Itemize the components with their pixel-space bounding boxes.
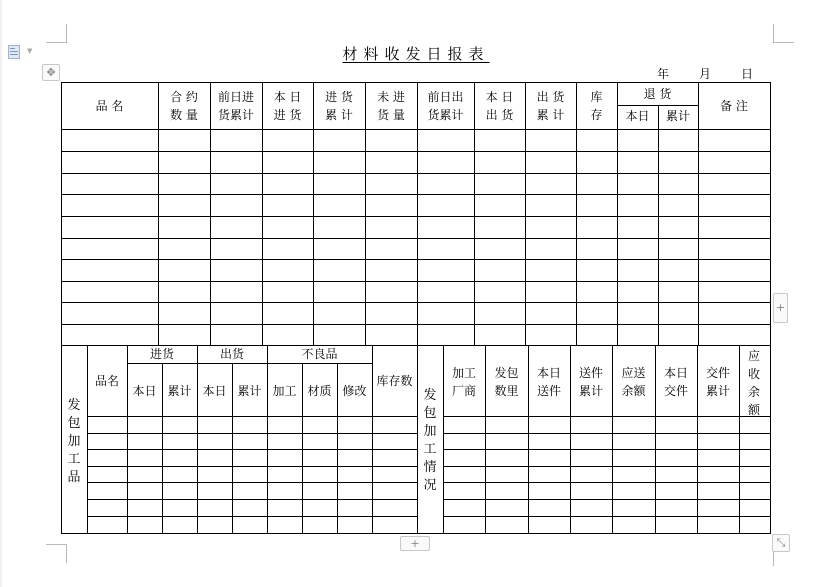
header-lower-out: 出货 (219, 347, 244, 361)
header-today-out-l1: 本 日 (485, 90, 514, 104)
header-not-in-l2: 货 量 (377, 108, 405, 122)
header-lower-in: 进货 (149, 347, 174, 361)
header-today-in-l2: 进 货 (273, 108, 302, 122)
header-remark: 备 注 (720, 99, 748, 113)
header-today-out-l2: 出 货 (485, 108, 514, 122)
chevron-down-icon[interactable]: ▼ (27, 47, 33, 55)
header-in-total-l1: 进 货 (325, 90, 353, 104)
header-contract-l1: 合 约 (170, 90, 198, 104)
header-receivable-balance: 应收余额 (747, 349, 760, 417)
header-lower-in-total: 累计 (167, 384, 192, 398)
header-prev-in-l2: 货累计 (217, 108, 254, 122)
header-today-in-l1: 本 日 (273, 90, 302, 104)
header-return: 退 货 (643, 87, 672, 101)
header-lower-name: 品名 (94, 374, 119, 388)
side-label-outsourced-products: 发包加工品 (67, 398, 81, 485)
add-column-button[interactable]: + (773, 293, 788, 323)
header-contract-l2: 数 量 (170, 108, 198, 122)
header-stock-l1: 库 (590, 90, 603, 104)
header-return-total: 累计 (665, 109, 690, 123)
header-vendor-l1: 加工 (451, 366, 476, 380)
header-prev-out-l2: 货累计 (427, 108, 464, 122)
header-stock-l2: 存 (590, 108, 603, 122)
header-today-sent-l2: 送件 (536, 384, 561, 398)
crop-mark-top-left (46, 24, 67, 43)
header-outsource-qty-l2: 数里 (494, 384, 519, 398)
header-vendor-l2: 厂商 (451, 384, 476, 398)
header-sent-total-l2: 累计 (578, 384, 603, 398)
date-day: 日 (741, 67, 754, 81)
header-prev-in-l1: 前日进 (217, 90, 254, 104)
move-icon: ✥ (46, 66, 56, 79)
header-lower-defect: 不良品 (301, 347, 338, 361)
header-lower-defect-material: 材质 (307, 384, 332, 398)
document-title: 材料收发日报表 (342, 45, 490, 63)
header-today-delivered-l2: 交件 (663, 384, 688, 398)
add-row-button[interactable]: + (400, 536, 430, 551)
header-return-today: 本日 (625, 109, 650, 123)
date-year: 年 (657, 67, 670, 81)
header-to-send-balance-l1: 应送 (621, 366, 646, 380)
header-delivered-total-l1: 交件 (705, 366, 730, 380)
header-to-send-balance-l2: 余额 (621, 384, 646, 398)
app-left-edge (0, 0, 2, 587)
header-today-delivered-l1: 本日 (663, 366, 688, 380)
header-lower-defect-modify: 修改 (342, 384, 367, 398)
header-out-total-l2: 累 计 (536, 108, 565, 122)
side-label-outsourcing-status: 发包加工情况 (423, 388, 437, 493)
header-in-total-l2: 累 计 (325, 108, 353, 122)
crop-mark-top-right (773, 24, 794, 43)
header-out-total-l1: 出 货 (536, 90, 565, 104)
resize-icon: ⤡ (776, 536, 786, 549)
date-month: 月 (699, 67, 712, 81)
crop-mark-bottom-left (46, 544, 67, 563)
header-lower-defect-process: 加工 (272, 384, 297, 398)
table-move-handle[interactable] (42, 64, 60, 81)
header-lower-stock: 库存数 (376, 374, 413, 388)
header-outsource-qty-l1: 发包 (494, 366, 519, 380)
header-name: 品 名 (95, 99, 124, 113)
header-lower-out-today: 本日 (202, 384, 227, 398)
header-today-sent-l1: 本日 (536, 366, 561, 380)
header-delivered-total-l2: 累计 (705, 384, 730, 398)
header-not-in-l1: 未 进 (377, 90, 405, 104)
header-lower-out-total: 累计 (237, 384, 262, 398)
header-lower-in-today: 本日 (132, 384, 157, 398)
header-sent-total-l1: 送件 (578, 366, 603, 380)
crop-mark-bottom-right (773, 552, 775, 566)
table-resize-handle[interactable] (772, 534, 790, 552)
header-prev-out-l1: 前日出 (427, 90, 464, 104)
